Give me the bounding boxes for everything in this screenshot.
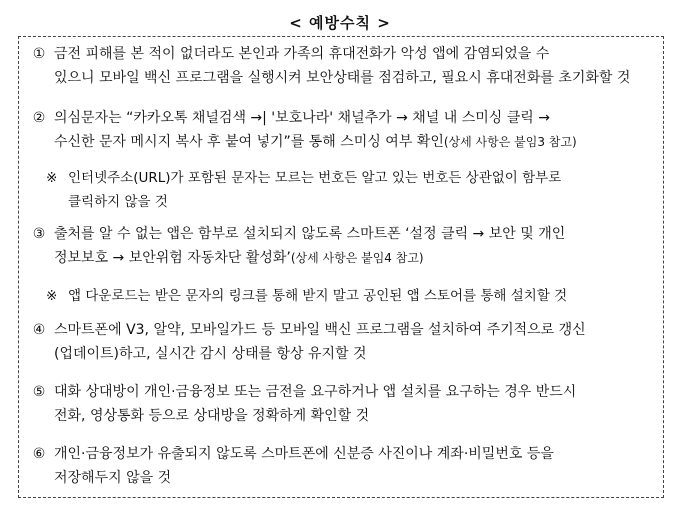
note-2 (30, 284, 660, 308)
rule-item-2 (28, 106, 660, 154)
rule-line: 수신한 문자 메시지 복사 후 붙여 넣기”를 통해 스미싱 여부 확인 (54, 134, 444, 150)
rule-line: 저장해두지 않을 것 (54, 470, 172, 486)
rule-number: ④ (32, 322, 46, 338)
note-mark: ※ (46, 170, 58, 186)
rule-item-4 (28, 318, 660, 366)
rule-item-6 (28, 442, 660, 490)
rule-item-5 (28, 380, 660, 428)
rule-line: 스마트폰에 V3, 알약, 모바일가드 등 모바일 백신 프로그램을 설치하여 주기적으로 갱신 (54, 322, 586, 338)
rule-number: ② (32, 110, 46, 126)
rule-line: 대화 상대방이 개인·금융정보 또는 금전을 요구하거나 앱 설치를 요구하는 경우 반드시 (54, 384, 577, 400)
rule-line: 금전 피해를 본 적이 없더라도 본인과 가족의 휴대전화가 악성 앱에 감염되었을 수 (54, 46, 550, 62)
rule-line: 의심문자는 “카카오톡 채널검색 →| '보호나라' 채널추가 → 채널 내 스미싱 클릭 → (54, 110, 551, 126)
rule-line: 개인·금융정보가 유출되지 않도록 스마트폰에 신분증 사진이나 계좌·비밀번호 등을 (54, 446, 554, 462)
note-line: 앱 다운로드는 받은 문자의 링크를 통해 받지 말고 공인된 앱 스토어를 통해 설치할 것 (68, 288, 568, 304)
note-line: 인터넷주소(URL)가 포함된 문자는 모르는 번호든 알고 있는 번호든 상관없이 함부로 (68, 170, 562, 186)
rule-reference: (상세 사항은 붙임3 참고) (443, 135, 577, 149)
rule-line: 전화, 영상통화 등으로 상대방을 정확하게 확인할 것 (54, 408, 370, 424)
rule-line: 정보보호 → 보안위험 자동차단 활성화’ (54, 250, 291, 266)
rule-number: ③ (32, 226, 46, 242)
rule-line: 출처를 알 수 없는 앱은 함부로 설치되지 않도록 스마트폰 ‘설정 클릭 → 보안 및 개인 (54, 226, 566, 242)
note-mark: ※ (46, 288, 58, 304)
rule-reference: (상세 사항은 붙임4 참고) (290, 251, 424, 265)
note-1 (30, 166, 660, 214)
rule-item-3 (28, 222, 660, 270)
rule-line: 있으니 모바일 백신 프로그램을 실행시켜 보안상태를 점검하고, 필요시 휴대전화를 초기화할 것 (54, 70, 631, 86)
rule-number: ⑤ (32, 384, 46, 400)
rule-item-1 (28, 42, 660, 90)
page-title: < 예방수칙 > (289, 14, 391, 32)
note-line: 클릭하지 않을 것 (68, 194, 168, 210)
rule-number: ⑥ (32, 446, 46, 462)
rule-number: ① (32, 46, 46, 62)
rule-line: (업데이트)하고, 실시간 감시 상태를 항상 유지할 것 (54, 346, 367, 362)
